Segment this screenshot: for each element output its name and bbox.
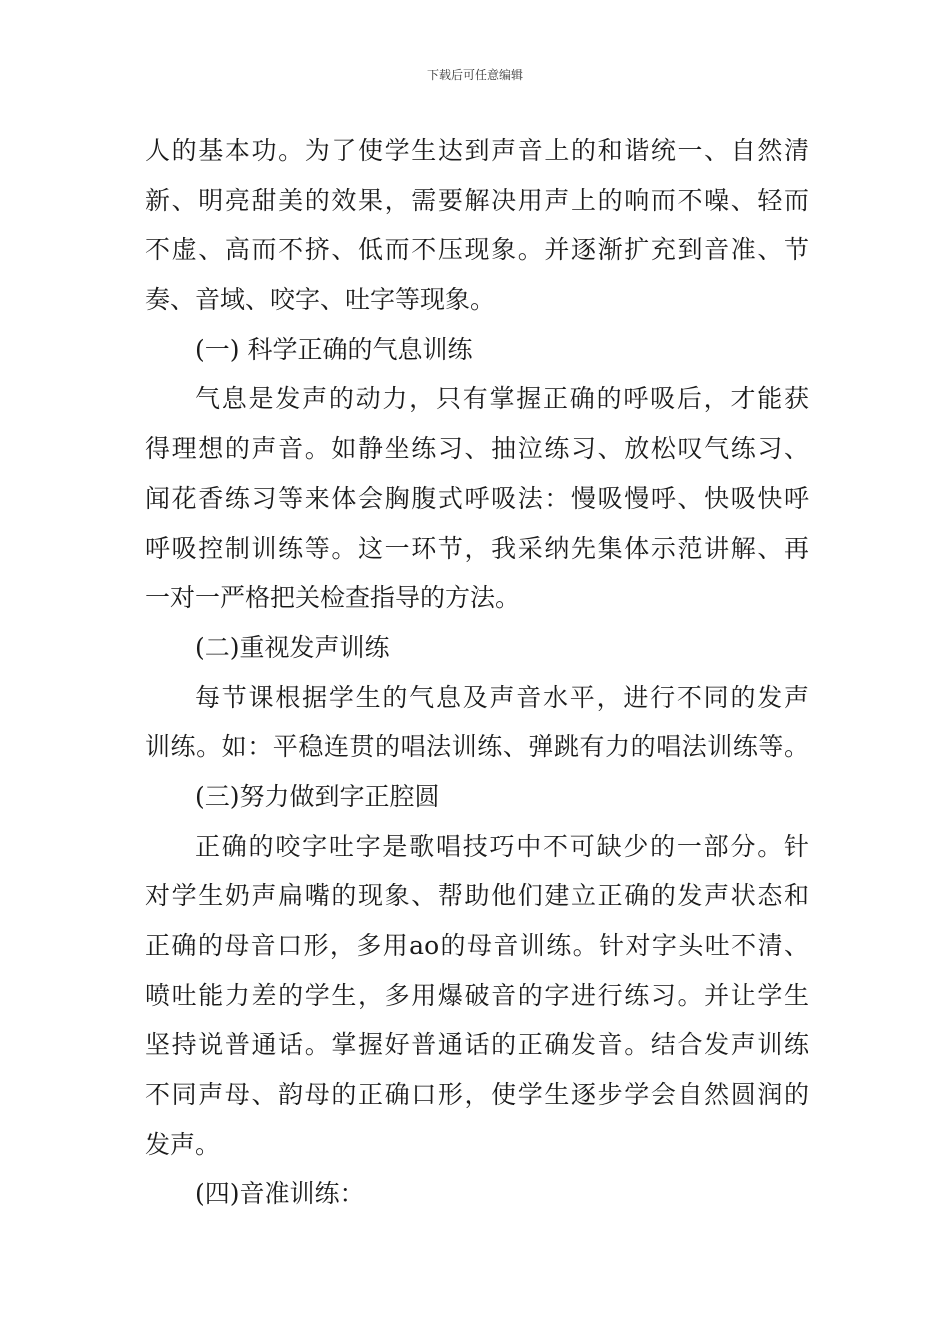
page-header: 下载后可任意编辑	[426, 68, 523, 82]
paragraph-line: 发声。	[145, 1129, 221, 1159]
paragraph-line: 喷吐能力差的学生，多用爆破音的字进行练习。并让学生	[145, 980, 809, 1010]
paragraph-line: 人的基本功。为了使学生达到声音上的和谐统一、自然清	[145, 136, 809, 165]
section-heading: (四)音准训练：	[195, 1179, 365, 1209]
paragraph-line: 训练。如：平稳连贯的唱法训练、弹跳有力的唱法训练等。	[145, 732, 809, 762]
section-heading: (二)重视发声训练	[195, 632, 390, 662]
paragraph-line: 不同声母、韵母的正确口形，使学生逐步学会自然圆润的	[145, 1080, 809, 1110]
paragraph-line: 一对一严格把关检查指导的方法。	[145, 583, 521, 613]
paragraph-line: 闻花香练习等来体会胸腹式呼吸法：慢吸慢呼、快吸快呼	[145, 483, 809, 513]
paragraph-line: 新、明亮甜美的效果，需要解决用声上的响而不噪、轻而	[145, 185, 809, 215]
paragraph-line: 坚持说普通话。掌握好普通话的正确发音。结合发声训练	[145, 1030, 809, 1060]
section-heading: (一) 科学正确的气息训练	[195, 334, 473, 364]
paragraph-line: 正确的咬字吐字是歌唱技巧中不可缺少的一部分。针	[195, 831, 809, 861]
section-heading: (三)努力做到字正腔圆	[195, 781, 440, 811]
paragraph-line: 得理想的声音。如静坐练习、抽泣练习、放松叹气练习、	[145, 434, 809, 464]
paragraph-line: 不虚、高而不挤、低而不压现象。并逐渐扩充到音准、节	[145, 235, 809, 265]
paragraph-line: 奏、音域、咬字、吐字等现象。	[145, 285, 496, 315]
paragraph-line: 对学生奶声扁嘴的现象、帮助他们建立正确的发声状态和	[145, 881, 809, 911]
paragraph-line: 正确的母音口形，多用ao的母音训练。针对字头吐不清、	[145, 931, 809, 960]
paragraph-line: 呼吸控制训练等。这一环节，我采纳先集体示范讲解、再	[145, 533, 809, 563]
paragraph-line: 每节课根据学生的气息及声音水平，进行不同的发声	[195, 682, 809, 712]
paragraph-line: 气息是发声的动力，只有掌握正确的呼吸后，才能获	[195, 384, 809, 414]
document-body	[145, 126, 809, 1219]
